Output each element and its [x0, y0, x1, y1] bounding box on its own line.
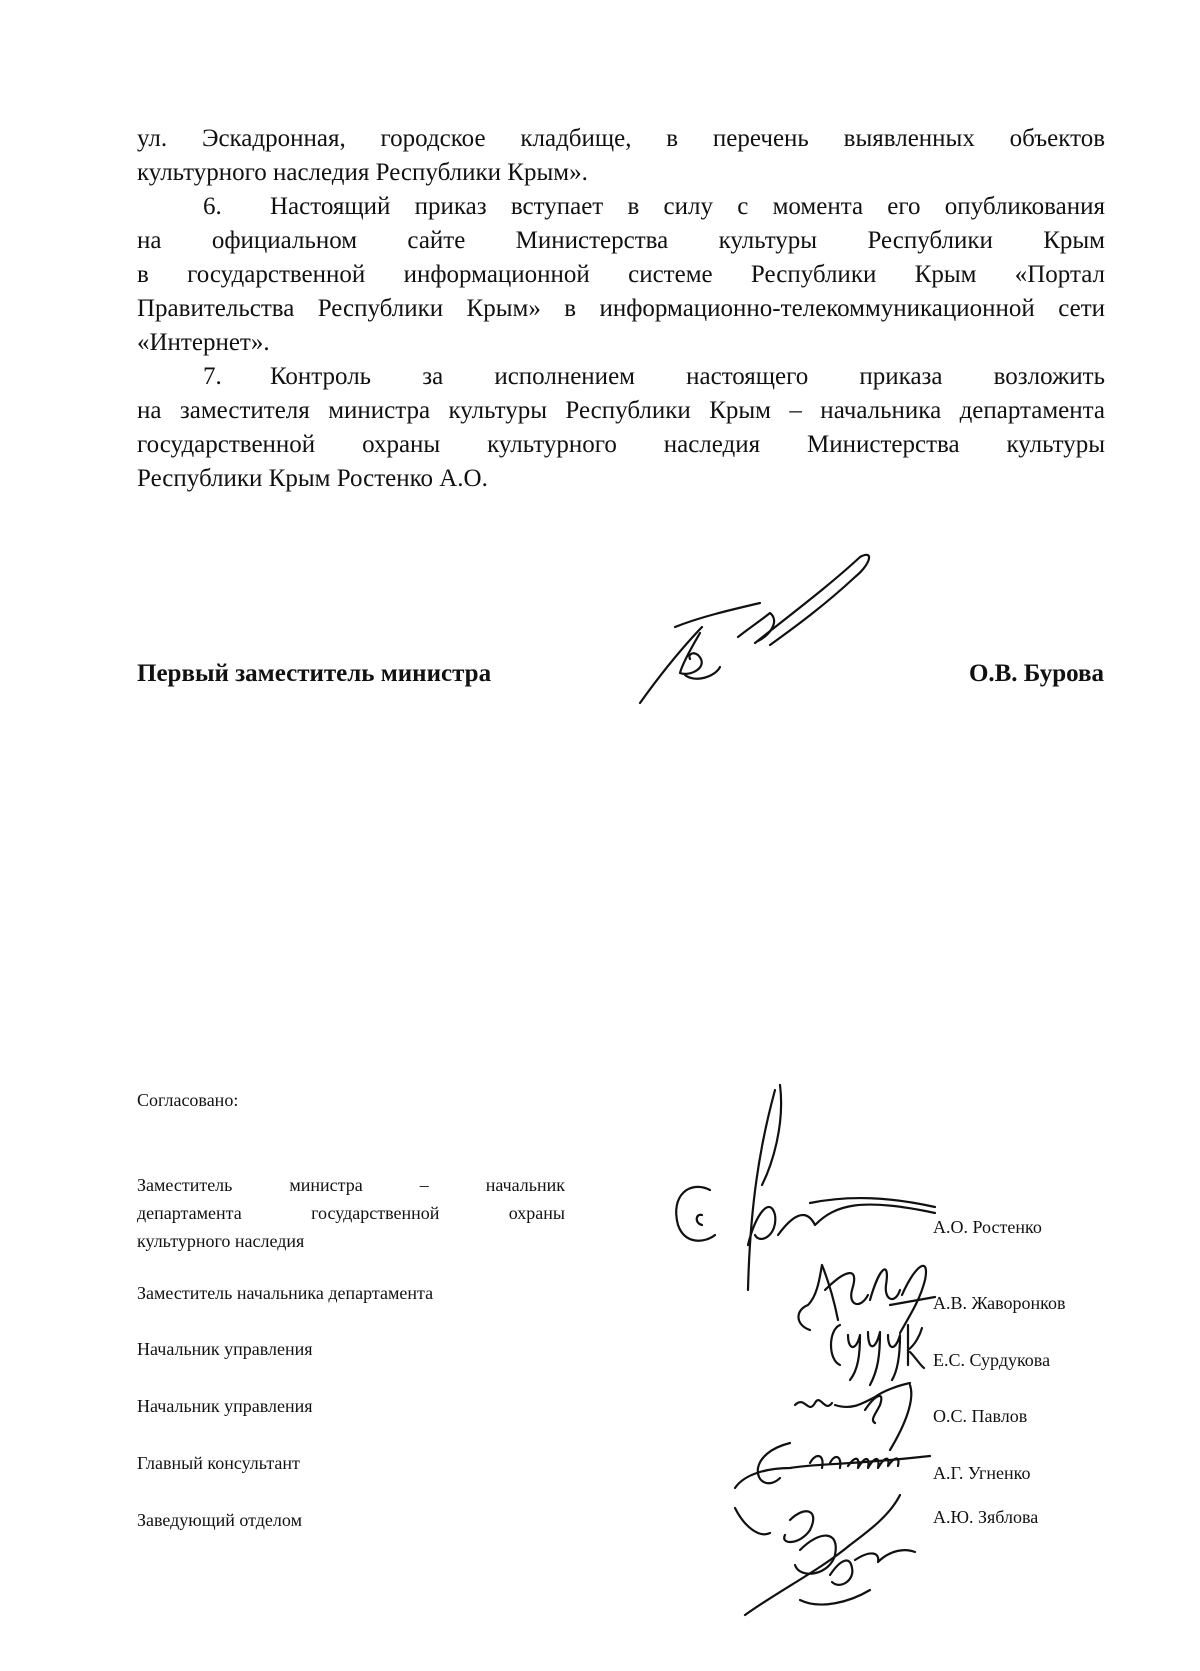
approval-row-1-name: А.О. Ростенко — [933, 1217, 1042, 1237]
paragraph-5-line-2: культурного наследия Республики Крым». — [137, 159, 588, 186]
paragraph-7-line-4: Республики Крым Ростенко А.О. — [137, 465, 488, 492]
handwritten-signature-main — [620, 555, 880, 705]
paragraph-6-line-5: «Интернет». — [137, 329, 270, 356]
signatory-name: О.В. Бурова — [968, 660, 1104, 687]
approval-row-5-name: А.Г. Угненко — [933, 1463, 1031, 1483]
approval-row-6-position: Заведующий отделом — [137, 1510, 302, 1530]
approval-row-3-name: Е.С. Сурдукова — [933, 1350, 1051, 1370]
approval-row-3-position: Начальник управления — [137, 1339, 313, 1359]
paragraph-5-line-1: ул. Эскадронная, городское кладбище, в перечень выявленных объектов — [137, 125, 1105, 152]
approval-row-4-position: Начальник управления — [137, 1396, 313, 1416]
approval-heading: Согласовано: — [137, 1090, 239, 1110]
handwritten-signature-zyablova — [740, 1490, 930, 1620]
paragraph-6-line-4: Правительства Республики Крым» в информационно-телекоммуникационной сети — [137, 295, 1105, 322]
paragraph-6-line-3: в государственной информационной системе Республики Крым «Портал — [137, 261, 1105, 288]
paragraph-6-text: Настоящий приказ вступает в силу с момента его опубликования — [270, 193, 1105, 220]
paragraph-7-number: 7. — [203, 363, 222, 390]
approval-row-6-name: А.Ю. Зяблова — [933, 1507, 1039, 1527]
paragraph-7-line-2: на заместителя министра культуры Республики Крым – начальника департамента — [137, 397, 1105, 424]
signatory-position: Первый заместитель министра — [137, 660, 492, 687]
paragraph-6-line-2: на официальном сайте Министерства культуры Республики Крым — [137, 227, 1105, 254]
paragraph-7-line-3: государственной охраны культурного наследия Министерства культуры — [137, 431, 1105, 458]
approval-row-2-name: А.В. Жаворонков — [933, 1293, 1066, 1313]
approval-row-1-position-line-3: культурного наследия — [137, 1231, 305, 1251]
approval-row-1-position-line-2: департамента государственной охраны — [137, 1203, 565, 1223]
approval-row-4-name: О.С. Павлов — [933, 1406, 1028, 1426]
paragraph-7-text: Контроль за исполнением настоящего приказа возложить — [270, 363, 1105, 390]
approval-row-5-position: Главный консультант — [137, 1453, 300, 1473]
approval-row-2-position: Заместитель начальника департамента — [137, 1283, 434, 1303]
paragraph-6-number: 6. — [203, 193, 222, 220]
approval-row-1-position-line-1: Заместитель министра – начальник — [137, 1175, 565, 1195]
